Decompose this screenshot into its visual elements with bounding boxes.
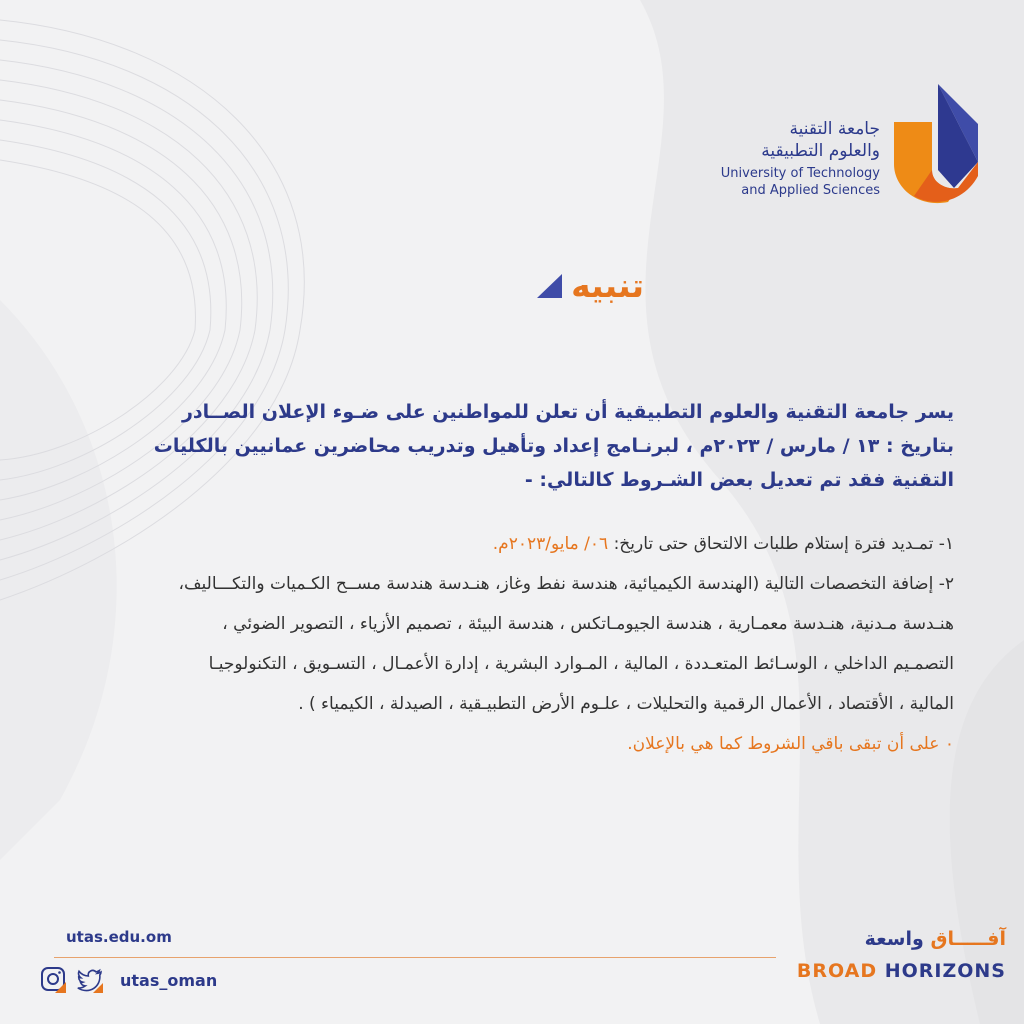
list-item: ٢- إضافة التخصصات التالية (الهندسة الكيميائية، هندسة نفط وغاز، هنـدسة هندسة مســح الكـميات والتكـــاليف، [178, 574, 954, 594]
list-item-continuation: التصمـيم الداخلي ، الوسـائط المتعـددة ، المالية ، المـوارد البشرية ، إدارة الأعمـال ، التسـويق ، التكنولوجيـا [208, 654, 954, 674]
university-logo [700, 84, 984, 208]
logo-text [721, 118, 880, 199]
slogan-arabic-word2: واسعة [864, 928, 924, 950]
logo-english-line2: and Applied Sciences [741, 183, 880, 198]
intro-line: يسر جامعة التقنية والعلوم التطبيقية أن تعلن للمواطنين على ضـوء الإعلان الصــادر [181, 401, 954, 423]
conditions-list [44, 524, 954, 764]
intro-line: بتاريخ : ١٣ / مارس / ٢٠٢٣م ، لبرنـامج إعداد وتأهيل وتدريب محاضرين عمانيين بالكليات [153, 435, 954, 457]
slogan-arabic-word1: آفـــــاق [930, 928, 1006, 950]
logo-arabic-line1: جامعة التقنية [789, 119, 880, 139]
heading-title: تنبيه [571, 266, 644, 305]
logo-arabic-line2: والعلوم التطبيقية [761, 141, 880, 161]
intro-paragraph [144, 395, 954, 497]
triangle-icon [537, 274, 563, 298]
deadline-date: ٠٦/ مايو/٢٠٢٣م. [492, 534, 609, 554]
twitter-icon[interactable] [76, 966, 104, 994]
note-line: ٠ على أن تبقى باقي الشروط كما هي بالإعلان. [627, 734, 954, 754]
social-handle[interactable]: utas_oman [120, 970, 218, 990]
logo-english-line1: University of Technology [720, 166, 880, 181]
footer-divider [54, 957, 776, 958]
announcement-heading [537, 266, 644, 305]
instagram-icon[interactable] [40, 966, 68, 994]
list-item-continuation: هنـدسة مـدنية، هنـدسة معمـارية ، هندسة الجيومـاتكس ، هندسة البيئة ، تصميم الأزياء ، التصوير الضوئي ، [222, 614, 954, 634]
slogan-english [797, 960, 1006, 982]
slogan-arabic [797, 928, 1006, 950]
website-link[interactable]: utas.edu.om [66, 928, 172, 946]
item1-text: ١- تمـديد فترة إستلام طلبات الالتحاق حتى تاريخ: [613, 534, 954, 554]
list-item [44, 524, 954, 564]
slogan-english-word1: BROAD [796, 960, 878, 982]
slogan-english-word2: HORIZONS [884, 960, 1006, 982]
university-emblem-icon [894, 84, 980, 206]
intro-line: التقنية فقد تم تعديل بعض الشـروط كالتالي: - [524, 469, 954, 491]
social-links [40, 966, 217, 994]
list-item-continuation: المالية ، الأقتصاد ، الأعمال الرقمية والتحليلات ، علـوم الأرض التطبيـقية ، الصيدلة ، الكيمياء ) . [298, 694, 954, 714]
slogan [797, 928, 1006, 982]
